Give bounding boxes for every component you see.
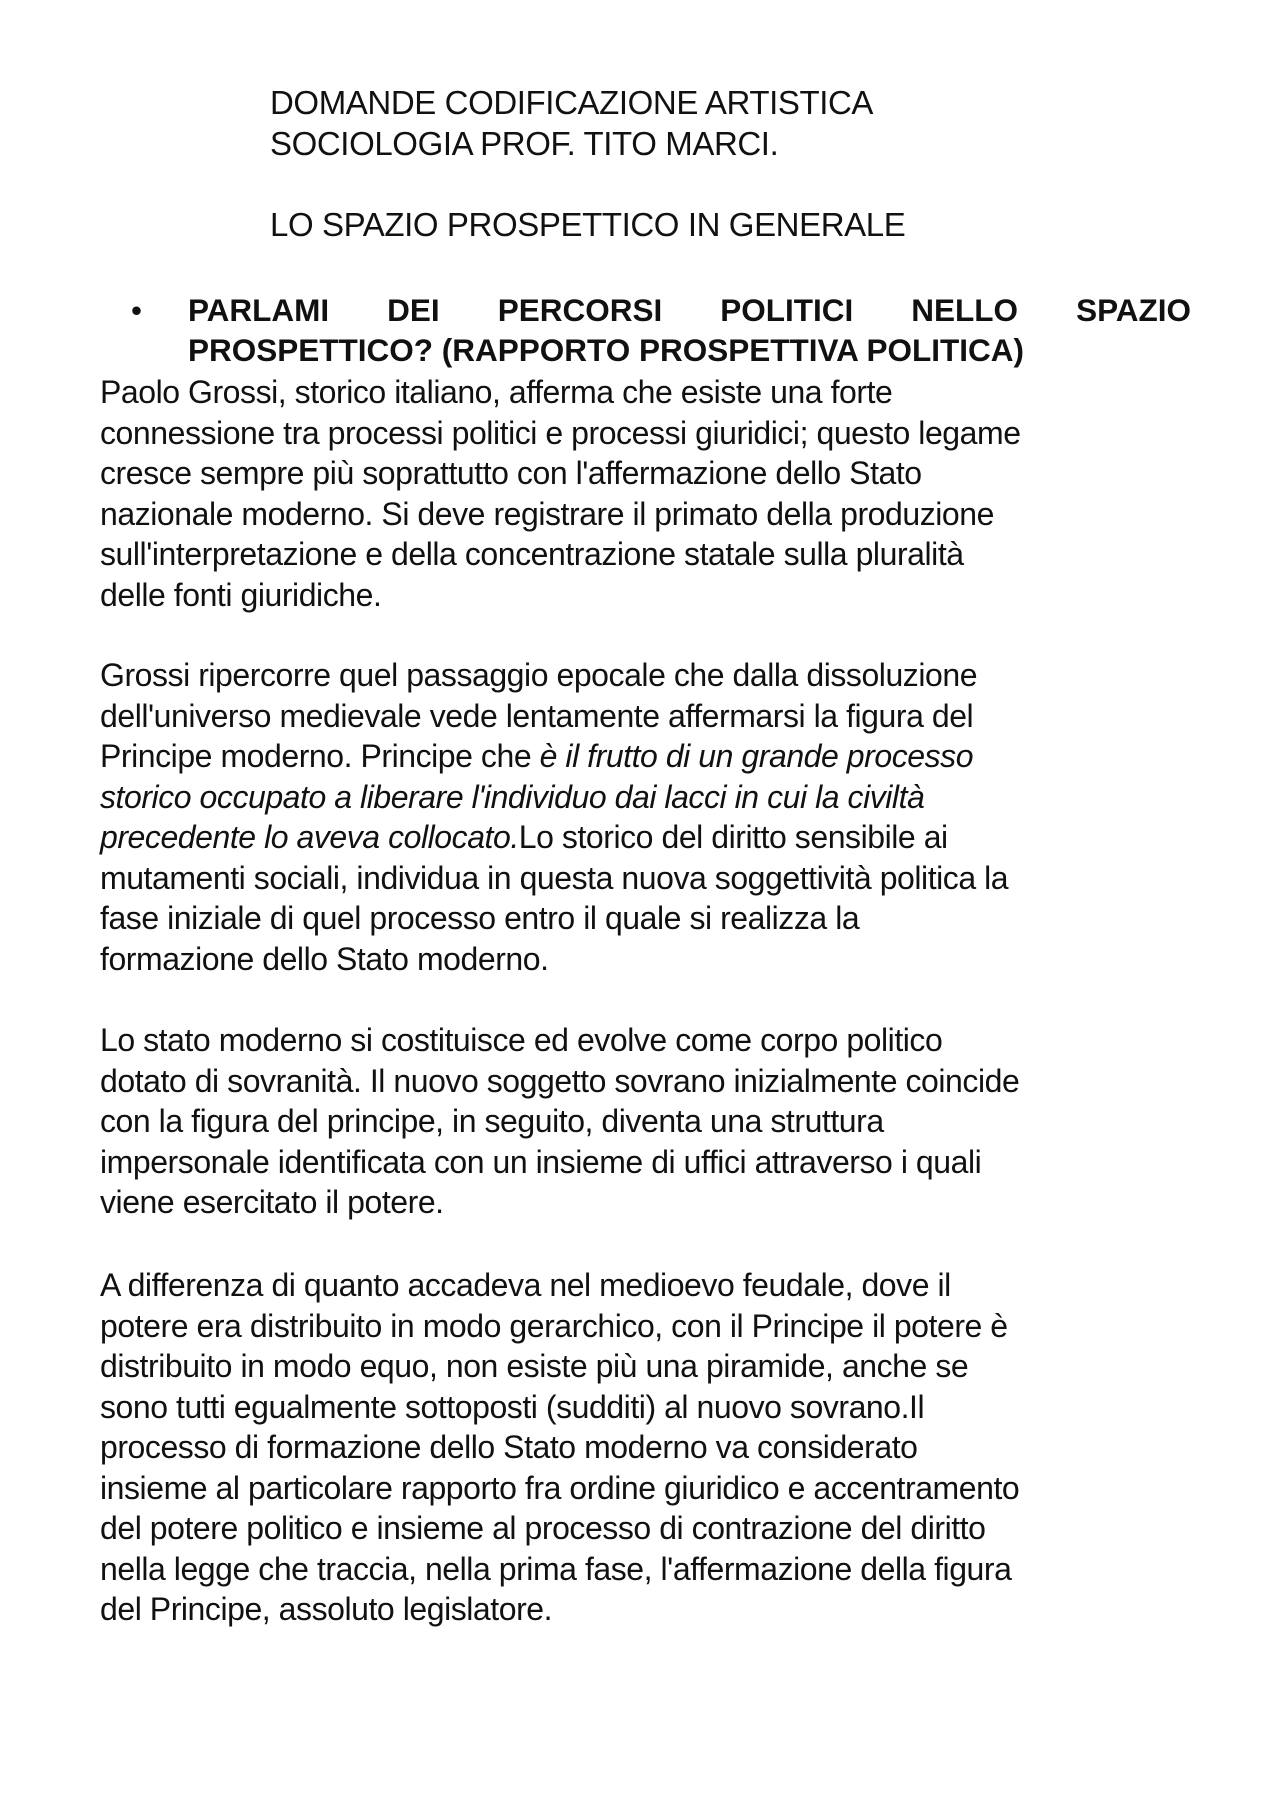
paragraph-line xyxy=(100,777,1190,818)
question-line: PROSPETTICO? (RAPPORTO PROSPETTIVA POLITICA) xyxy=(188,332,1024,368)
paragraph-line: impersonale identificata con un insieme di uffici attraverso i quali xyxy=(100,1143,982,1180)
question-bullet-item xyxy=(131,290,1191,370)
paragraph-line: potere era distribuito in modo gerarchico, con il Principe il potere è xyxy=(100,1307,1008,1344)
italic-quote: è il frutto di un grande processo xyxy=(539,738,974,774)
paragraph-modern-prince xyxy=(100,655,1190,979)
paragraph-line xyxy=(100,736,1190,777)
paragraph-line: del Principe, assoluto legislatore. xyxy=(100,1591,553,1627)
question-text xyxy=(188,290,1191,370)
document-header xyxy=(270,82,1170,164)
paragraph-line xyxy=(100,817,1190,858)
plain-text: Lo storico del diritto sensibile ai xyxy=(518,819,948,855)
paragraph-line: Lo stato moderno si costituisce ed evolve come corpo politico xyxy=(100,1022,943,1058)
paragraph-line: dell'universo medievale vede lentamente affermarsi la figura del xyxy=(100,697,974,734)
paragraph-line: fase iniziale di quel processo entro il quale si realizza la xyxy=(100,900,860,936)
paragraph-line: A differenza di quanto accadeva nel medioevo feudale, dove il xyxy=(100,1267,951,1303)
paragraph-line: processo di formazione dello Stato moderno va considerato xyxy=(100,1429,918,1465)
paragraph-feudal-comparison xyxy=(100,1265,1190,1630)
paragraph-modern-state xyxy=(100,1020,1190,1223)
section-title: LO SPAZIO PROSPETTICO IN GENERALE xyxy=(270,206,906,243)
header-line-course: DOMANDE CODIFICAZIONE ARTISTICA xyxy=(270,84,874,121)
paragraph-line: Grossi ripercorre quel passaggio epocale che dalla dissoluzione xyxy=(100,657,978,693)
header-line-professor: SOCIOLOGIA PROF. TITO MARCI. xyxy=(270,125,779,162)
paragraph-line: sono tutti egualmente sottoposti (sudditi) al nuovo sovrano.Il xyxy=(100,1388,925,1425)
paragraph-line: insieme al particolare rapporto fra ordine giuridico e accentramento xyxy=(100,1469,1020,1506)
paragraph-line: cresce sempre più soprattutto con l'affermazione dello Stato xyxy=(100,455,922,491)
italic-quote: storico occupato a liberare l'individuo dai lacci in cui la civiltà xyxy=(100,778,925,815)
paragraph-line: formazione dello Stato moderno. xyxy=(100,940,549,977)
bullet-icon: • xyxy=(131,292,143,328)
paragraph-line: delle fonti giuridiche. xyxy=(100,576,382,613)
plain-text: Principe moderno. Principe che xyxy=(100,738,540,774)
paragraph-line: Paolo Grossi, storico italiano, afferma che esiste una forte xyxy=(100,374,893,410)
italic-quote: precedente lo aveva collocato. xyxy=(100,819,519,855)
paragraph-line: connessione tra processi politici e processi giuridici; questo legame xyxy=(100,414,1021,451)
paragraph-line: con la figura del principe, in seguito, diventa una struttura xyxy=(100,1103,884,1139)
paragraph-line: sull'interpretazione e della concentrazione statale sulla pluralità xyxy=(100,536,964,572)
paragraph-line: del potere politico e insieme al processo di contrazione del diritto xyxy=(100,1510,986,1546)
paragraph-line: nazionale moderno. Si deve registrare il primato della produzione xyxy=(100,495,994,532)
paragraph-line: dotato di sovranità. Il nuovo soggetto sovrano inizialmente coincide xyxy=(100,1062,1020,1099)
paragraph-line: distribuito in modo equo, non esiste più una piramide, anche se xyxy=(100,1348,969,1384)
paragraph-line: viene esercitato il potere. xyxy=(100,1184,444,1220)
paragraph-grossi-connection xyxy=(100,372,1190,615)
paragraph-line: nella legge che traccia, nella prima fase, l'affermazione della figura xyxy=(100,1550,1012,1587)
paragraph-line: mutamenti sociali, individua in questa nuova soggettività politica la xyxy=(100,859,1009,896)
question-line: PARLAMI DEI PERCORSI POLITICI NELLO SPAZIO xyxy=(188,292,1191,328)
